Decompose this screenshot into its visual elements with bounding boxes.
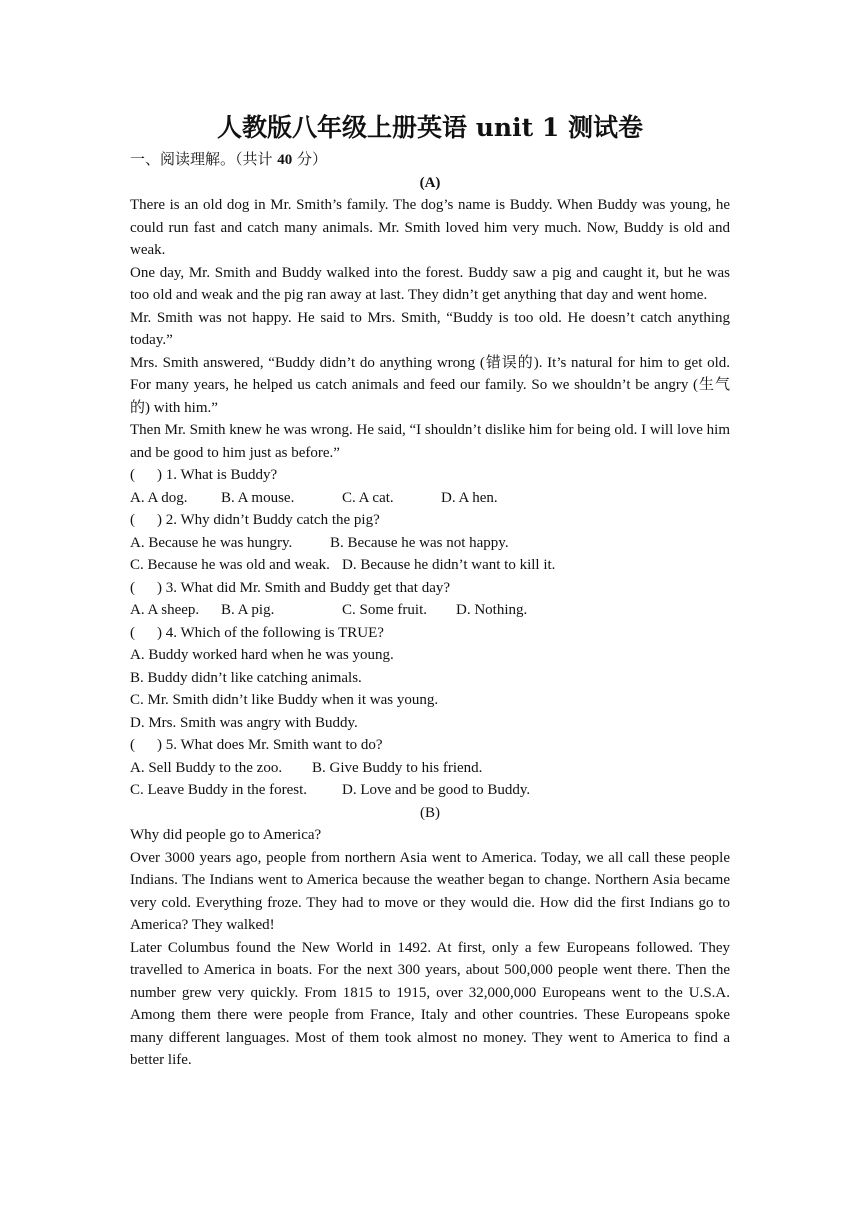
passage-a-paragraph-3: Mr. Smith was not happy. He said to Mrs. Smith, “Buddy is too old. He doesn’t catch anything today.”: [130, 309, 730, 348]
option[interactable]: D. Mrs. Smith was angry with Buddy.: [130, 714, 358, 731]
question-2: ( ) 2. Why didn’t Buddy catch the pig?: [130, 512, 380, 528]
option[interactable]: B. Buddy didn’t like catching animals.: [130, 669, 362, 686]
passage-a-paragraph-5: Then Mr. Smith knew he was wrong. He said, “I shouldn’t dislike him for being old. I will love him and be good to him just as before.”: [130, 422, 730, 461]
option[interactable]: B. Give Buddy to his friend.: [312, 759, 483, 776]
question-4: ( ) 4. Which of the following is TRUE?: [130, 624, 384, 641]
question-2-options: [130, 532, 730, 555]
option[interactable]: A. Sell Buddy to the zoo.: [130, 759, 283, 776]
passage-b-paragraph-1: Why did people go to America?: [130, 827, 322, 843]
passage-b-paragraph-3: Later Columbus found the New World in 1492. At first, only a few Europeans followed. They travelled to America in boats. For the next 300 years, about 500,000 people went there. Then the number grew very quickly. From 1815 to 1915, over 32,000,000 Europeans went to the U.S.A. Among them there were people from France, Italy and other countries. These Europeans spoke many different languages. Most of them took almost no money. They went to America to find a better life.: [130, 939, 730, 1068]
option[interactable]: D. Because he didn’t want to kill it.: [342, 557, 556, 573]
option[interactable]: A. Because he was hungry.: [130, 534, 293, 551]
option[interactable]: D. Love and be good to Buddy.: [342, 782, 531, 798]
section-label-prefix: 一、阅读理解。（共计: [130, 150, 278, 168]
section-points: 40: [277, 152, 293, 168]
passage-a-paragraph-4: Mrs. Smith answered, “Buddy didn’t do anything wrong (错误的). It’s natural for him to get old. For many years, he helped us catch animals and feed our family. So we shouldn’t be angry (生气的) with him.”: [130, 354, 730, 416]
question-5-options: [130, 757, 730, 780]
passage-b-paragraph-2: Over 3000 years ago, people from northern Asia went to America. Today, we all call these people Indians. The Indians went to America because the weather began to change. Northern Asia became very cold. Everything froze. They had to move or they would die. How did the first Indians go to America? They walked!: [130, 849, 730, 933]
section-heading: [130, 148, 730, 172]
option[interactable]: D. A hen.: [441, 489, 498, 506]
option[interactable]: C. Leave Buddy in the forest.: [130, 782, 308, 798]
option[interactable]: C. Some fruit.: [342, 602, 427, 618]
option[interactable]: B. Because he was not happy.: [330, 534, 509, 551]
option[interactable]: B. A pig.: [221, 602, 275, 618]
passage-a-paragraph-2: One day, Mr. Smith and Buddy walked into the forest. Buddy saw a pig and caught it, but he was too old and weak and the pig ran away at last. They didn’t get anything that day and went home.: [130, 264, 730, 303]
option[interactable]: B. A mouse.: [221, 489, 295, 506]
option[interactable]: C. Because he was old and weak.: [130, 557, 330, 573]
option[interactable]: A. Buddy worked hard when he was young.: [130, 647, 394, 663]
page-title: 人教版八年级上册英语 unit 1 测试卷: [217, 113, 643, 142]
section-label-suffix: 分）: [292, 150, 328, 168]
option[interactable]: A. A dog.: [130, 489, 188, 506]
option[interactable]: D. Nothing.: [456, 602, 528, 618]
question-1-options: [130, 487, 730, 510]
question-3: ( ) 3. What did Mr. Smith and Buddy get that day?: [130, 579, 451, 596]
option[interactable]: C. Mr. Smith didn’t like Buddy when it was young.: [130, 692, 439, 708]
question-3-options: [130, 599, 730, 622]
question-2-options-row-2: [130, 554, 730, 577]
question-1: ( ) 1. What is Buddy?: [130, 467, 278, 483]
question-5: ( ) 5. What does Mr. Smith want to do?: [130, 737, 383, 753]
passage-b-heading: (B): [420, 804, 440, 821]
passage-a-paragraph-1: There is an old dog in Mr. Smith’s family. The dog’s name is Buddy. When Buddy was young, he could run fast and catch many animals. Mr. Smith loved him very much. Now, Buddy is old and weak.: [130, 197, 730, 258]
option[interactable]: A. A sheep.: [130, 602, 200, 618]
option[interactable]: C. A cat.: [342, 489, 394, 506]
exam-page: [130, 112, 730, 1072]
passage-a-heading: (A): [419, 174, 441, 191]
question-5-options-row-2: [130, 779, 730, 802]
